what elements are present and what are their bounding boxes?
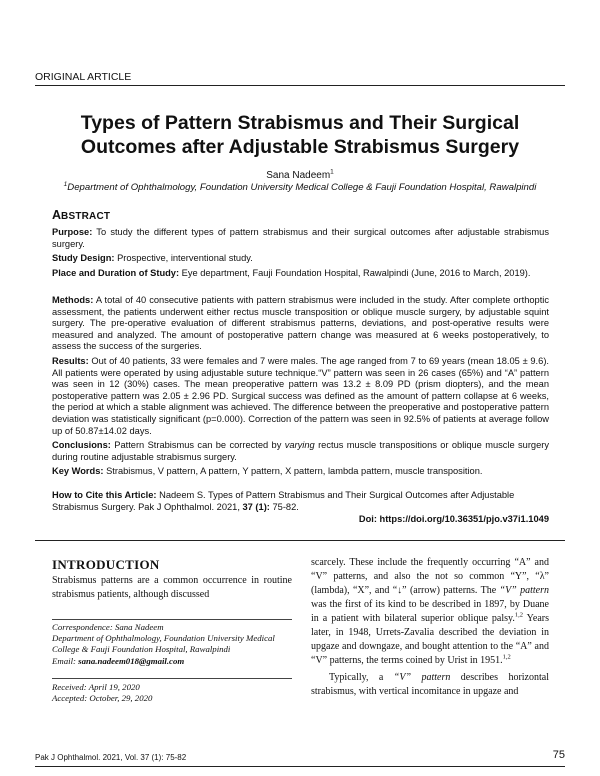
citation-block	[52, 490, 549, 513]
abstract-purpose	[52, 227, 549, 250]
correspondence-email-line	[52, 656, 292, 667]
correspondence-label: Correspondence: Sana Nadeem	[52, 622, 164, 632]
mid-divider	[35, 540, 565, 541]
correspondence-department: Department of Ophthalmology, Foundation University Medical College & Fauji Foundation Hospital, Rawalpindi	[52, 633, 275, 655]
conclusions-text-a: Pattern Strabismus can be corrected by	[110, 440, 285, 450]
dates-block	[52, 682, 292, 704]
doi-link[interactable]: Doi: https://doi.org/10.36351/pjo.v37i1.1049	[358, 514, 549, 524]
abstract-keywords	[52, 466, 549, 478]
conclusions-text-italic: varying	[284, 440, 315, 450]
p1-ref-1: 1,2	[514, 611, 524, 619]
accepted-date: Accepted: October, 29, 2020	[52, 693, 153, 704]
place-label: Place and Duration of Study:	[52, 268, 180, 278]
affiliation-superscript: 1	[63, 180, 68, 188]
p1-italic: “V” pattern	[499, 585, 549, 596]
design-label: Study Design:	[52, 253, 115, 263]
email-link[interactable]: sana.nadeem018@gmail.com	[78, 655, 185, 666]
abstract-heading-rest: BSTRACT	[61, 211, 111, 222]
design-text: Prospective, interventional study.	[114, 253, 253, 263]
citation-text-b: 75-82.	[269, 501, 299, 512]
author-superscript: 1	[330, 168, 334, 176]
title-line-1: Types of Pattern Strabismus and Their Surgical	[80, 112, 520, 134]
citation-volume: 37 (1):	[242, 501, 270, 512]
top-divider	[35, 85, 565, 86]
affiliation-text: Department of Ophthalmology, Foundation University Medical College & Fauji Foundation Hospital, Rawalpindi	[67, 182, 537, 193]
abstract-conclusions	[52, 440, 549, 463]
methods-label: Methods:	[52, 295, 94, 305]
correspondence-divider	[52, 619, 292, 620]
correspondence-block	[52, 622, 292, 667]
introduction-heading: INTRODUCTION	[52, 557, 160, 572]
author-line	[35, 170, 565, 181]
keywords-text: Strabismus, V pattern, A pattern, Y pattern, X pattern, lambda pattern, muscle transposition.	[103, 466, 483, 476]
author-name: Sana Nadeem	[266, 170, 331, 181]
conclusions-label: Conclusions:	[52, 440, 111, 450]
p1-text-c: Years later, in 1948, Urrets-Zavalia described the deviation in upgaze and downgaze, and bought attention to the “A” and “V” patterns, the terms coined by Urist in 1951.	[311, 613, 549, 666]
p1-text-b: was the first of its kind to be described in 1897, by Duane in a patient with bilateral superior oblique palsy.	[311, 599, 549, 624]
p1-ref-2: 1,2	[502, 653, 511, 661]
dates-divider	[52, 678, 292, 679]
footer-journal: Pak J Ophthalmol. 2021, Vol. 37 (1): 75-82	[35, 753, 187, 762]
right-paragraph-1	[311, 556, 549, 668]
abstract-heading	[52, 208, 110, 222]
received-date: Received: April 19, 2020	[52, 682, 140, 692]
p1-text-a: scarcely. These include the frequently occurring “A” and “V” patterns, and also the not so common “Y”, “λ” (lambda), “X”, and “↓” (arrow) patterns. The	[311, 557, 549, 596]
right-paragraph-2	[311, 671, 549, 699]
abstract-heading-initial: A	[52, 208, 62, 222]
title-line-2: Outcomes after Adjustable Strabismus Surgery	[80, 136, 520, 158]
right-column-text	[311, 556, 549, 699]
article-title	[35, 111, 565, 159]
results-label: Results:	[52, 356, 89, 366]
methods-text: A total of 40 consecutive patients with pattern strabismus were included in the study. After complete orthoptic assessment, the patients underwent either rectus muscle transposition or oblique muscle surgery, by adjustable squint surgery. The pre-operative evaluation of different strabismus patterns, deviations, and post-operative results were measured and analyzed. The amount of postoperative pattern change was measured at 6 weeks postoperatively, to assess the success of the surgeries.	[52, 295, 549, 352]
results-text: Out of 40 patients, 33 were females and 7 were males. The age ranged from 7 to 69 years (mean 18.05 ± 9.6). All patients were operated by using adjustable suture technique.“V” pattern was seen in 26 cases (65%) and “A” pattern was seen in 12 (30%) cases. The mean preoperative pattern was 13.2 ± 8.09 PD (prism diopters), and the mean postoperative pattern was 2.05 ± 2.96 PD. Surgical success was defined as the amount of pattern collapse at 6 weeks, the period at which a stable alignment was achieved. The difference between the preoperative and postoperative pattern deviation was statistically significant (p=0.000). Correction of the pattern was seen in 92.5% of patients at average follow up of 50.87±14.02 days.	[52, 356, 549, 436]
purpose-text: To study the different types of pattern strabismus and their surgical outcomes after adjustable strabismus surgery.	[52, 227, 549, 249]
p2-text-b: describes horizontal strabismus, with vertical incomitance in upgaze and	[311, 672, 549, 697]
abstract-place	[52, 268, 549, 280]
abstract-results	[52, 356, 549, 437]
abstract-methods	[52, 295, 549, 353]
affiliation	[35, 182, 565, 193]
page-number: 75	[552, 749, 565, 761]
citation-text-a: Nadeem S. Types of Pattern Strabismus and Their Surgical Outcomes after Adjustable Strabismus Surgery. Pak J Ophthalmol. 2021,	[52, 490, 515, 512]
purpose-label: Purpose:	[52, 227, 93, 237]
place-text: Eye department, Fauji Foundation Hospital, Rawalpindi (June, 2016 to March, 2019).	[179, 268, 531, 278]
section-label: ORIGINAL ARTICLE	[35, 71, 132, 83]
email-label: Email:	[52, 655, 79, 666]
footer-divider	[35, 766, 565, 767]
introduction-text: Strabismus patterns are a common occurrence in routine strabismus patients, although discussed	[52, 575, 292, 600]
conclusions-text-b: rectus muscle transpositions or oblique muscle surgery during routine adjustable strabismus surgery.	[52, 440, 549, 462]
keywords-label: Key Words:	[52, 466, 104, 476]
abstract-design	[52, 253, 549, 265]
p2-italic: “V” pattern	[393, 672, 451, 683]
p2-text-a: Typically, a	[329, 672, 394, 683]
citation-label: How to Cite this Article:	[52, 490, 157, 500]
